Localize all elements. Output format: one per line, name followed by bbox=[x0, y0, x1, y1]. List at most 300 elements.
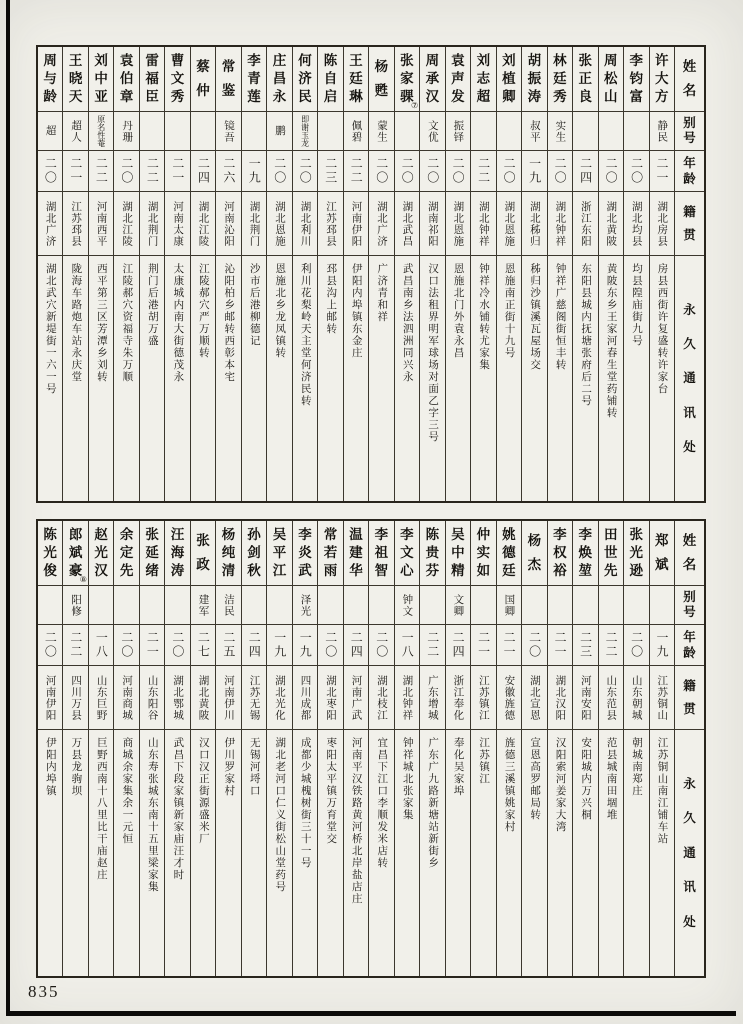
native-place-cell bbox=[369, 666, 393, 730]
alias-cell bbox=[395, 586, 419, 625]
age-text: 二〇 bbox=[451, 157, 466, 185]
character: 林 bbox=[553, 53, 567, 69]
age-cell bbox=[369, 625, 393, 666]
character: 杨 bbox=[221, 527, 236, 543]
age-cell bbox=[573, 625, 597, 666]
native-place-cell bbox=[318, 666, 342, 730]
entry-column bbox=[88, 521, 113, 976]
native-place-cell bbox=[446, 192, 470, 256]
character: 志 bbox=[476, 71, 491, 87]
character: 仲 bbox=[196, 83, 210, 99]
character: 李 bbox=[400, 527, 414, 543]
address-text: 朝城南郑庄 bbox=[631, 737, 643, 797]
address-cell bbox=[140, 256, 164, 501]
name-cell bbox=[242, 47, 266, 112]
native-place-cell bbox=[471, 192, 495, 256]
native-place-cell bbox=[420, 666, 444, 730]
age-text: 一九 bbox=[272, 631, 287, 659]
age-cell bbox=[267, 151, 291, 192]
native-place-cell bbox=[522, 192, 546, 256]
age-cell bbox=[242, 151, 266, 192]
address-cell bbox=[140, 730, 164, 976]
alias-cell bbox=[191, 112, 215, 151]
character: 袁 bbox=[119, 53, 134, 69]
address-text: 旌德三溪镇姚家村 bbox=[503, 737, 515, 833]
character: 青 bbox=[247, 71, 261, 87]
alias-cell bbox=[471, 586, 495, 625]
character: 发 bbox=[451, 89, 465, 105]
character: 德 bbox=[502, 545, 516, 561]
character: 精 bbox=[451, 563, 465, 579]
native-place-cell bbox=[497, 666, 521, 730]
age-text: 二七 bbox=[196, 631, 211, 659]
origin-text: 河南安阳 bbox=[579, 674, 591, 721]
character: 李 bbox=[298, 527, 312, 543]
native-place-cell bbox=[344, 666, 368, 730]
header-cell bbox=[675, 112, 704, 151]
age-cell bbox=[318, 625, 342, 666]
address-cell bbox=[114, 730, 138, 976]
origin-text: 河南西平 bbox=[95, 200, 107, 247]
name-cell bbox=[650, 47, 674, 112]
origin-text: 浙江东阳 bbox=[579, 200, 591, 247]
name-cell bbox=[63, 47, 87, 112]
name-cell bbox=[140, 521, 164, 586]
address-cell bbox=[369, 730, 393, 976]
name-cell bbox=[471, 47, 495, 112]
native-place-cell bbox=[497, 192, 521, 256]
character: 实 bbox=[476, 545, 491, 561]
address-text: 恩施南正街十九号 bbox=[503, 263, 515, 359]
alias-cell bbox=[599, 112, 623, 151]
name-cell bbox=[89, 521, 113, 586]
entry-column bbox=[419, 521, 444, 976]
entry-column bbox=[445, 47, 470, 501]
character: 振 bbox=[527, 71, 542, 87]
origin-text: 湖北枝江 bbox=[375, 674, 387, 721]
native-place-cell bbox=[599, 666, 623, 730]
header-cell bbox=[675, 521, 704, 586]
character: 通 bbox=[683, 845, 696, 860]
alias-cell bbox=[140, 586, 164, 625]
entry-column bbox=[292, 47, 317, 501]
alias-cell bbox=[369, 586, 393, 625]
address-text: 利川花梨岭天主堂何济民转 bbox=[299, 263, 311, 407]
character: 刘 bbox=[476, 53, 491, 69]
name-cell bbox=[369, 521, 393, 586]
character: 豪 bbox=[68, 563, 83, 579]
alias-cell bbox=[344, 112, 368, 151]
address-text: 商城余家集余一元恒 bbox=[121, 737, 133, 845]
native-place-cell bbox=[420, 192, 444, 256]
character: 启 bbox=[323, 89, 338, 105]
address-cell bbox=[624, 256, 648, 501]
alias-cell bbox=[165, 586, 189, 625]
character: 久 bbox=[683, 811, 696, 826]
age-cell bbox=[216, 151, 240, 192]
alias-cell bbox=[344, 586, 368, 625]
age-text: 二五 bbox=[221, 631, 236, 659]
address-text: 恩施北门外袁永昌 bbox=[452, 263, 464, 359]
alias-cell bbox=[573, 586, 597, 625]
entry-column bbox=[649, 521, 674, 976]
name-cell bbox=[318, 521, 342, 586]
native-place-cell bbox=[599, 192, 623, 256]
header-cell bbox=[675, 47, 704, 112]
name-cell bbox=[420, 521, 444, 586]
address-cell bbox=[293, 730, 317, 976]
entry-column bbox=[139, 47, 164, 501]
age-text: 二六 bbox=[221, 157, 236, 185]
name-cell bbox=[267, 521, 291, 586]
origin-text: 山东范县 bbox=[605, 674, 617, 721]
name-cell bbox=[497, 521, 521, 586]
alias-cell bbox=[420, 112, 444, 151]
character: 廷 bbox=[502, 563, 516, 579]
character: 张 bbox=[145, 527, 159, 543]
alias-cell bbox=[497, 586, 521, 625]
age-text: 二二 bbox=[68, 631, 83, 659]
alias-text: 泽光 bbox=[299, 593, 311, 617]
character: 庄 bbox=[272, 53, 287, 69]
scan-edge-left bbox=[6, 0, 10, 1016]
character: 先 bbox=[604, 563, 618, 579]
character: 永 bbox=[683, 776, 696, 791]
character: 廷 bbox=[553, 71, 567, 87]
age-text: 二一 bbox=[502, 631, 517, 659]
alias-cell bbox=[522, 112, 546, 151]
address-cell bbox=[573, 256, 597, 501]
native-place-cell bbox=[293, 192, 317, 256]
character: 超 bbox=[476, 89, 491, 105]
alias-cell bbox=[522, 586, 546, 625]
header-cell bbox=[675, 666, 704, 730]
age-cell bbox=[344, 625, 368, 666]
alias-text: 佩碧 bbox=[350, 119, 362, 143]
character: 姓 bbox=[682, 533, 697, 549]
age-text: 二四 bbox=[196, 157, 211, 185]
address-cell bbox=[420, 730, 444, 976]
address-cell bbox=[114, 256, 138, 501]
character: 龄 bbox=[43, 89, 57, 105]
character: 温 bbox=[349, 527, 363, 543]
entry-column bbox=[623, 47, 648, 501]
character: 亚 bbox=[94, 89, 108, 105]
origin-text: 湖北宣恩 bbox=[528, 674, 540, 721]
character: 大 bbox=[655, 71, 669, 87]
native-place-cell bbox=[242, 192, 266, 256]
alias-cell bbox=[242, 112, 266, 151]
entry-column bbox=[215, 47, 240, 501]
alias-cell bbox=[369, 112, 393, 151]
name-cell bbox=[650, 521, 674, 586]
native-place-cell bbox=[242, 666, 266, 730]
address-cell bbox=[344, 256, 368, 501]
entry-column bbox=[343, 521, 368, 976]
address-text: 成都少城槐树街三十一号 bbox=[299, 737, 311, 869]
alias-text: 鹏 bbox=[274, 125, 285, 137]
native-place-cell bbox=[395, 192, 419, 256]
character: 张 bbox=[629, 527, 644, 543]
age-cell bbox=[114, 625, 138, 666]
age-text: 二三 bbox=[323, 157, 338, 185]
address-cell bbox=[191, 730, 215, 976]
address-text: 伊川罗家村 bbox=[223, 737, 235, 797]
character: 仲 bbox=[476, 527, 491, 543]
native-place-cell bbox=[573, 192, 597, 256]
entry-column bbox=[164, 521, 189, 976]
native-place-cell bbox=[624, 192, 648, 256]
roster-table-lower bbox=[36, 519, 706, 978]
character: 常 bbox=[221, 59, 236, 75]
address-cell bbox=[395, 730, 419, 976]
address-cell bbox=[63, 730, 87, 976]
address-cell bbox=[38, 730, 62, 976]
name-cell bbox=[191, 47, 215, 112]
entry-column bbox=[38, 47, 62, 501]
alias-cell bbox=[38, 112, 62, 151]
character: 涛 bbox=[527, 89, 542, 105]
character: 汉 bbox=[425, 89, 440, 105]
origin-text: 四川万县 bbox=[70, 674, 82, 721]
origin-text: 湖北黄陂 bbox=[605, 200, 617, 247]
character: 芬 bbox=[425, 563, 440, 579]
address-cell bbox=[369, 256, 393, 501]
address-cell bbox=[267, 730, 291, 976]
name-cell bbox=[38, 47, 62, 112]
character: 良 bbox=[578, 89, 593, 105]
character: 姓 bbox=[682, 59, 697, 75]
origin-text: 江苏镇江 bbox=[477, 674, 489, 721]
character: 甦 bbox=[374, 83, 389, 99]
character: 袁 bbox=[451, 53, 465, 69]
character: 文 bbox=[400, 545, 414, 561]
name-cell bbox=[165, 521, 189, 586]
native-place-cell bbox=[114, 192, 138, 256]
entry-column bbox=[317, 521, 342, 976]
origin-text: 湖北广济 bbox=[44, 200, 56, 247]
origin-text: 安徽旌德 bbox=[503, 674, 515, 721]
character: 松 bbox=[604, 71, 618, 87]
entry-column bbox=[62, 47, 87, 501]
character: 贯 bbox=[683, 701, 696, 716]
character: 龄 bbox=[683, 645, 696, 660]
alias-cell bbox=[599, 586, 623, 625]
address-cell bbox=[573, 730, 597, 976]
age-cell bbox=[497, 625, 521, 666]
character: 郑 bbox=[655, 533, 669, 549]
native-place-cell bbox=[548, 192, 572, 256]
age-text: 二〇 bbox=[272, 157, 287, 185]
character: 建 bbox=[349, 545, 363, 561]
age-cell bbox=[140, 625, 164, 666]
character: 曹 bbox=[170, 53, 185, 69]
alias-cell bbox=[165, 112, 189, 151]
native-place-cell bbox=[267, 666, 291, 730]
character: 陈 bbox=[425, 527, 440, 543]
address-text: 宜昌下江口李顺发米店转 bbox=[376, 737, 388, 869]
name-cell bbox=[369, 47, 393, 112]
age-text: 二〇 bbox=[43, 157, 58, 185]
age-text: 一九 bbox=[655, 631, 670, 659]
age-cell bbox=[165, 151, 189, 192]
entry-column bbox=[521, 47, 546, 501]
alias-text: 建军 bbox=[197, 593, 209, 617]
address-cell bbox=[165, 730, 189, 976]
address-text: 宣恩高罗邮局转 bbox=[529, 737, 541, 821]
character: 常 bbox=[323, 527, 338, 543]
name-footnote-mark: ⑧ bbox=[79, 575, 87, 584]
name-cell bbox=[624, 47, 648, 112]
native-place-cell bbox=[63, 192, 87, 256]
age-cell bbox=[548, 151, 572, 192]
character: 名 bbox=[682, 557, 697, 573]
character: 声 bbox=[451, 71, 465, 87]
address-cell bbox=[165, 256, 189, 501]
character: 李 bbox=[553, 527, 567, 543]
address-cell bbox=[446, 256, 470, 501]
address-cell bbox=[650, 730, 674, 976]
name-footnote-mark: ⑦ bbox=[410, 101, 419, 110]
native-place-cell bbox=[548, 666, 572, 730]
age-cell bbox=[165, 625, 189, 666]
origin-text: 湖北荆门 bbox=[146, 200, 158, 247]
character: 籍 bbox=[683, 678, 696, 693]
age-text: 二二 bbox=[145, 157, 160, 185]
name-cell bbox=[216, 521, 240, 586]
native-place-cell bbox=[344, 192, 368, 256]
alias-cell bbox=[548, 586, 572, 625]
character: 何 bbox=[298, 53, 312, 69]
address-text: 东阳县城内抚塘张府后二号 bbox=[580, 263, 592, 407]
origin-text: 湖北均县 bbox=[630, 200, 642, 247]
age-cell bbox=[548, 625, 572, 666]
character: 张 bbox=[400, 53, 414, 69]
native-place-cell bbox=[38, 192, 62, 256]
origin-text: 四川成都 bbox=[299, 674, 311, 721]
character: 年 bbox=[683, 156, 696, 170]
address-cell bbox=[344, 730, 368, 976]
entry-column bbox=[164, 47, 189, 501]
age-cell bbox=[522, 151, 546, 192]
age-text: 二一 bbox=[553, 631, 568, 659]
address-text: 江陵郝穴资福寺朱万顺 bbox=[121, 263, 133, 383]
character: 若 bbox=[323, 545, 338, 561]
address-text: 山东寿张城东南十五里梁家集 bbox=[146, 737, 158, 893]
entry-column bbox=[394, 521, 419, 976]
character: 定 bbox=[119, 545, 134, 561]
alias-cell bbox=[497, 112, 521, 151]
address-text: 汉阳索河姜家大湾 bbox=[554, 737, 566, 833]
origin-text: 河南伊阳 bbox=[350, 200, 362, 247]
character: 心 bbox=[400, 563, 414, 579]
alias-text: 洁民 bbox=[223, 593, 235, 617]
origin-text: 浙江奉化 bbox=[452, 674, 464, 721]
entry-column bbox=[496, 521, 521, 976]
name-cell bbox=[140, 47, 164, 112]
entry-column bbox=[470, 521, 495, 976]
alias-cell bbox=[446, 112, 470, 151]
alias-text: 文卿 bbox=[452, 593, 464, 617]
age-text: 二〇 bbox=[119, 631, 134, 659]
address-text: 汉口法租界明军球场对面乙字三号 bbox=[427, 263, 439, 443]
character: 赵 bbox=[94, 527, 108, 543]
address-text: 恩施北乡龙凤镇转 bbox=[274, 263, 286, 359]
character: 龄 bbox=[683, 171, 696, 186]
name-cell bbox=[548, 521, 572, 586]
age-text: 二二 bbox=[425, 631, 440, 659]
age-cell bbox=[420, 151, 444, 192]
entry-column bbox=[139, 521, 164, 976]
address-text: 万县龙驹坝 bbox=[70, 737, 82, 797]
name-cell bbox=[318, 47, 342, 112]
entry-column bbox=[113, 521, 138, 976]
name-cell bbox=[522, 47, 546, 112]
origin-text: 湖北秭归 bbox=[528, 200, 540, 247]
character: 骒 bbox=[400, 89, 414, 105]
address-cell bbox=[548, 730, 572, 976]
origin-text: 湖北钟祥 bbox=[554, 200, 566, 247]
character: 与 bbox=[43, 71, 57, 87]
name-cell bbox=[267, 47, 291, 112]
address-cell bbox=[599, 730, 623, 976]
character: 济 bbox=[298, 71, 312, 87]
character: 自 bbox=[323, 71, 338, 87]
character: 久 bbox=[683, 337, 696, 351]
age-text: 一九 bbox=[247, 157, 262, 185]
origin-text: 湖北枣阳 bbox=[324, 674, 336, 721]
address-text: 沙市后港柳德记 bbox=[248, 263, 260, 347]
name-cell bbox=[599, 521, 623, 586]
address-cell bbox=[242, 256, 266, 501]
character: 焕 bbox=[578, 545, 593, 561]
address-text: 河南平汉铁路黄河桥北岸盐店庄 bbox=[350, 737, 362, 905]
character: 晓 bbox=[68, 71, 83, 87]
origin-text: 湖北利川 bbox=[299, 200, 311, 247]
origin-text: 河南伊阳 bbox=[44, 674, 56, 721]
character: 方 bbox=[655, 89, 669, 105]
address-cell bbox=[63, 256, 87, 501]
name-cell bbox=[624, 521, 648, 586]
age-cell bbox=[89, 625, 113, 666]
origin-text: 湖北江陵 bbox=[197, 200, 209, 247]
entry-column bbox=[190, 47, 215, 501]
alias-cell bbox=[63, 112, 87, 151]
character: 孙 bbox=[247, 527, 261, 543]
alias-cell bbox=[650, 586, 674, 625]
age-text: 二二 bbox=[349, 157, 364, 185]
character: 臣 bbox=[145, 89, 159, 105]
alias-text: 国卿 bbox=[503, 593, 515, 617]
age-cell bbox=[624, 151, 648, 192]
address-text: 湖北老河口仁义街松山堂药号 bbox=[274, 737, 286, 893]
character: 贯 bbox=[683, 227, 696, 242]
character: 讯 bbox=[683, 880, 696, 895]
age-cell bbox=[471, 151, 495, 192]
name-cell bbox=[165, 47, 189, 112]
age-text: 二〇 bbox=[374, 631, 389, 659]
character: 籍 bbox=[683, 204, 696, 219]
address-text: 湖北武穴新堤街一六一号 bbox=[44, 263, 56, 395]
character: 世 bbox=[604, 545, 618, 561]
character: 武 bbox=[298, 563, 312, 579]
address-text: 西平第三区芳潭乡刘转 bbox=[95, 263, 107, 383]
name-cell bbox=[599, 47, 623, 112]
name-cell bbox=[446, 47, 470, 112]
name-cell bbox=[89, 47, 113, 112]
name-cell bbox=[63, 521, 87, 586]
origin-text: 湖北武昌 bbox=[401, 200, 413, 247]
